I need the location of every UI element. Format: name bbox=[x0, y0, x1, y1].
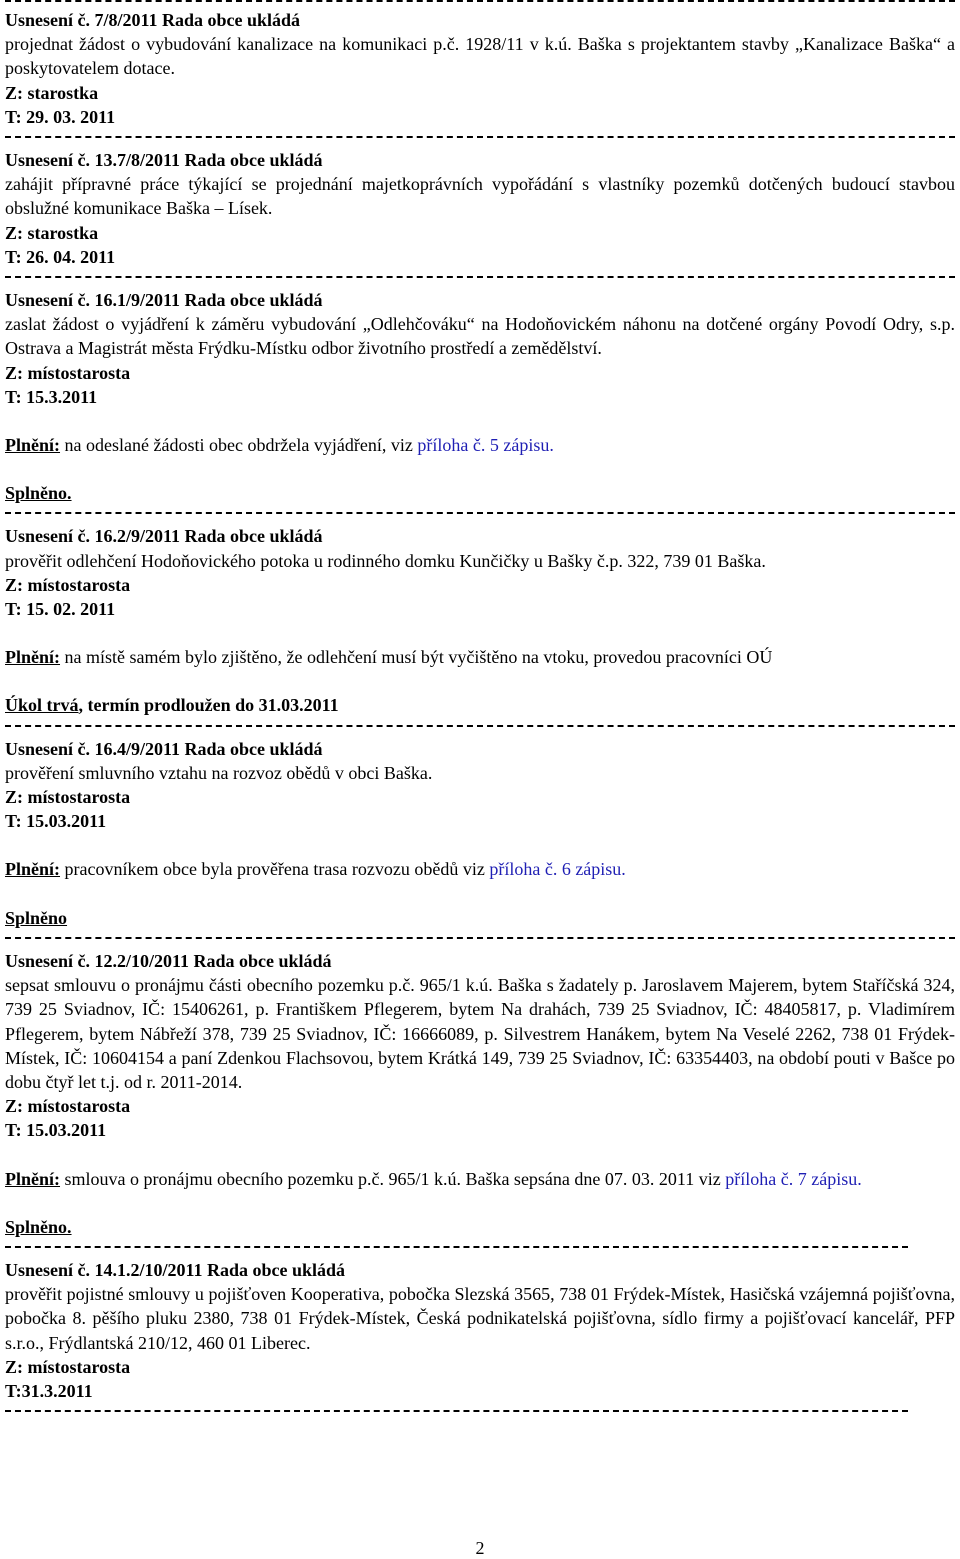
fulfillment-line bbox=[5, 1167, 955, 1191]
fulfillment-line bbox=[5, 433, 955, 457]
fulfillment-label: Plnění: bbox=[5, 1168, 61, 1189]
resolution-heading: Usnesení č. 16.2/9/2011 Rada obce ukládá bbox=[5, 526, 323, 547]
status-label: Splněno. bbox=[5, 1216, 72, 1237]
resolution-heading: Usnesení č. 16.1/9/2011 Rada obce ukládá bbox=[5, 290, 323, 311]
resolution-text: prověření smluvního vztahu na rozvoz obědů v obci Baška. bbox=[5, 762, 433, 783]
status-label: Splněno bbox=[5, 907, 68, 928]
deadline: T: 15.3.2011 bbox=[5, 386, 98, 407]
responsible-person: Z: místostarosta bbox=[5, 787, 131, 808]
fulfillment-text: na odeslané žádosti obec obdržela vyjádření, viz bbox=[60, 435, 418, 456]
fulfillment-text: smlouva o pronájmu obecního pozemku p.č. 965/1 k.ú. Baška sepsána dne 07. 03. 2011 viz bbox=[60, 1168, 726, 1189]
responsible-person: Z: místostarosta bbox=[5, 362, 131, 383]
deadline: T: 15.03.2011 bbox=[5, 811, 107, 832]
resolution-text: projednat žádost o vybudování kanalizace na komunikaci p.č. 1928/11 v k.ú. Baška s projektantem stavby „Kanalizace Baška“ a poskytovatelem dotace. bbox=[5, 34, 955, 79]
separator bbox=[5, 0, 955, 8]
resolution-text: prověřit pojistné smlouvy u pojišťoven Kooperativa, pobočka Slezská 3565, 738 01 Frýdek-Místek, Hasičská vzájemná pojišťovna, pobočka 8. pěšího pluku 2380, 738 01 Frýdek-Místek, Česká podnikatelská pojišťovna, sídlo firmy a pojišťovací kancelář, PFP s.r.o., Frýdlantská 210/12, 460 01 Liberec. bbox=[5, 1284, 955, 1353]
responsible-person: Z: místostarosta bbox=[5, 1356, 131, 1377]
deadline: T:31.3.2011 bbox=[5, 1380, 93, 1401]
attachment-link[interactable]: příloha č. 7 zápisu. bbox=[725, 1168, 862, 1189]
separator bbox=[5, 512, 955, 524]
fulfillment-text: pracovníkem obce byla prověřena trasa rozvozu obědů viz bbox=[60, 859, 490, 880]
separator bbox=[5, 725, 955, 737]
task-status-text: , termín prodloužen do 31.03.2011 bbox=[78, 695, 339, 716]
responsible-person: Z: starostka bbox=[5, 222, 99, 243]
deadline: T: 15.03.2011 bbox=[5, 1120, 107, 1141]
resolution-text: zahájit přípravné práce týkající se projednání majetkoprávních vypořádání s vlastníky pozemků dotčených budoucí stavbou obslužné komunikace Baška – Lísek. bbox=[5, 174, 955, 219]
resolution-heading: Usnesení č. 13.7/8/2011 Rada obce ukládá bbox=[5, 150, 323, 171]
deadline: T: 26. 04. 2011 bbox=[5, 246, 116, 267]
separator bbox=[5, 937, 955, 949]
resolution-text: prověřit odlehčení Hodoňovického potoka u rodinného domku Kunčičky u Bašky č.p. 322, 739 01 Baška. bbox=[5, 550, 766, 571]
fulfillment-text: na místě samém bylo zjištěno, že odlehčení musí být vyčištěno na vtoku, provedou pracovníci OÚ bbox=[60, 647, 773, 668]
deadline: T: 29. 03. 2011 bbox=[5, 106, 116, 127]
separator bbox=[5, 1410, 908, 1422]
responsible-person: Z: místostarosta bbox=[5, 574, 131, 595]
responsible-person: Z: místostarosta bbox=[5, 1096, 131, 1117]
fulfillment-label: Plnění: bbox=[5, 647, 61, 668]
resolution-heading: Usnesení č. 7/8/2011 Rada obce ukládá bbox=[5, 10, 301, 30]
resolution-heading: Usnesení č. 12.2/10/2011 Rada obce ukládá bbox=[5, 950, 332, 971]
page-number: 2 bbox=[475, 1538, 485, 1558]
document-page bbox=[5, 0, 955, 1422]
resolution-heading: Usnesení č. 14.1.2/10/2011 Rada obce ukládá bbox=[5, 1259, 346, 1280]
separator bbox=[5, 276, 955, 288]
fulfillment-label: Plnění: bbox=[5, 435, 61, 456]
task-status-line bbox=[5, 693, 955, 717]
separator bbox=[5, 1246, 908, 1258]
resolution-text: zaslat žádost o vyjádření k záměru vybudování „Odlehčováku“ na Hodoňovickém náhonu na dotčené orgány Povodí Odry, s.p. Ostrava a Magistrát města Frýdku-Místku odbor životního prostředí a zemědělství. bbox=[5, 314, 955, 359]
separator bbox=[5, 136, 955, 148]
fulfillment-line bbox=[5, 645, 955, 669]
attachment-link[interactable]: příloha č. 5 zápisu. bbox=[417, 435, 554, 456]
status-label: Splněno. bbox=[5, 483, 72, 504]
resolution-heading: Usnesení č. 16.4/9/2011 Rada obce ukládá bbox=[5, 738, 323, 759]
deadline: T: 15. 02. 2011 bbox=[5, 599, 116, 620]
task-status-label: Úkol trvá bbox=[5, 695, 79, 716]
resolution-text: sepsat smlouvu o pronájmu části obecního pozemku p.č. 965/1 k.ú. Baška s žadately p. Jaroslavem Majerem, bytem Staříčská 324, 739 25 Sviadnov, IČ: 15406261, p. Františkem Pflegerem, bytem Na drahách, 739 25 Sviadnov, IČ: 48405817, p. Vladimírem Pflegerem, bytem Nábřeží 378, 739 25 Sviadnov, IČ: 16666089, p. Silvestrem Hanákem, bytem Na Veselé 2262, 738 01 Frýdek-Místek, IČ: 10604154 a paní Zdenkou Flachsovou, bytem Krátká 149, 739 25 Sviadnov, IČ: 63354403, na období pouti v Bašce po dobu čtyř let t.j. od r. 2011-2014. bbox=[5, 975, 955, 1092]
responsible-person: Z: starostka bbox=[5, 82, 99, 103]
attachment-link[interactable]: příloha č. 6 zápisu. bbox=[489, 859, 626, 880]
fulfillment-line bbox=[5, 857, 955, 881]
fulfillment-label: Plnění: bbox=[5, 859, 61, 880]
